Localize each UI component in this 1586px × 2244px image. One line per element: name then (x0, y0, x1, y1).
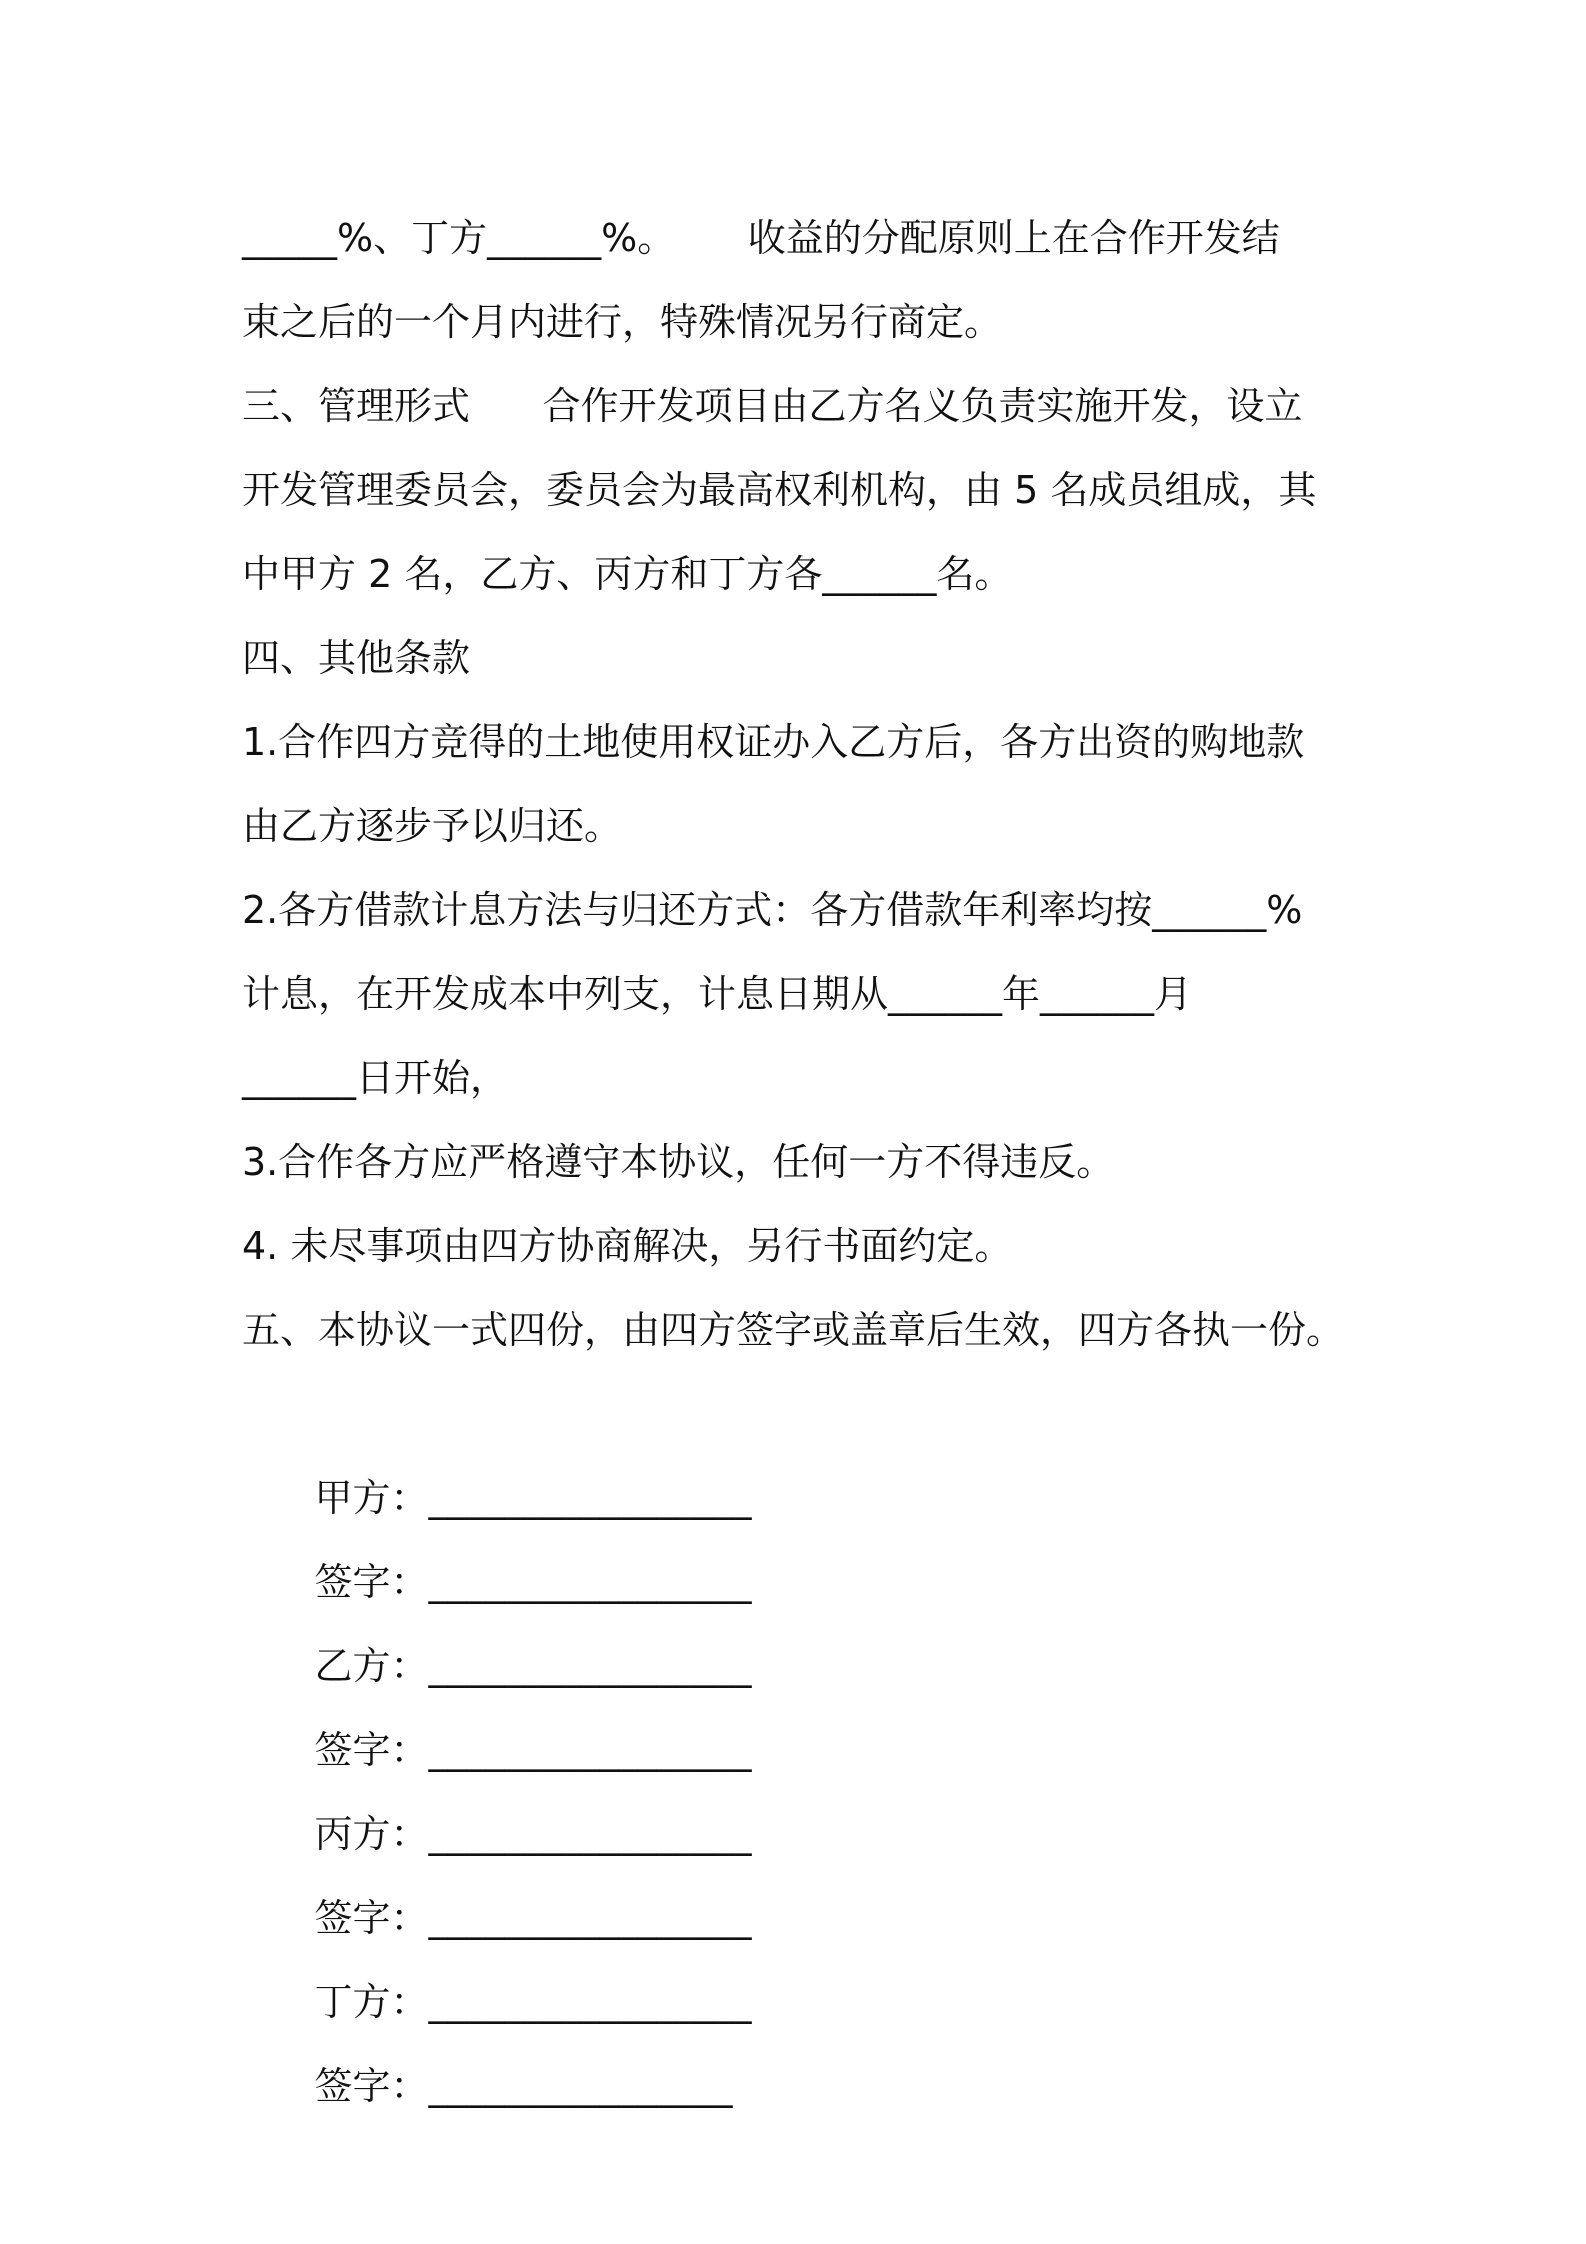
signature-label: 甲方： (314, 1476, 429, 1520)
clause-1: 1.合作四方竞得的土地使用权证办入乙方后，各方出资的购地款 (242, 720, 1305, 764)
signature-label: 签字： (314, 2064, 429, 2108)
signature-label: 签字： (314, 1728, 429, 1772)
signature-label: 乙方： (314, 1644, 429, 1688)
signature-blank: ________________ (428, 2064, 733, 2108)
text-line: _____%、丁方______%。 收益的分配原则上在合作开发结 (242, 216, 1280, 260)
signature-label: 签字： (314, 1896, 429, 1940)
clause-4: 4. 未尽事项由四方协商解决，另行书面约定。 (242, 1224, 1013, 1268)
signature-blank: _________________ (428, 1896, 752, 1940)
signature-blank: _________________ (428, 1644, 752, 1688)
signature-blank: _________________ (428, 1728, 752, 1772)
signature-label: 签字： (314, 1560, 429, 1604)
text-line: ______日开始， (242, 1056, 509, 1100)
text-line: 计息，在开发成本中列支，计息日期从______年______月 (242, 972, 1193, 1016)
text-line: 由乙方逐步予以归还。 (242, 804, 623, 848)
section-heading-other-terms: 四、其他条款 (242, 636, 471, 680)
clause-3: 3.合作各方应严格遵守本协议，任何一方不得违反。 (242, 1140, 1115, 1184)
section-heading-copies: 五、本协议一式四份，由四方签字或盖章后生效，四方各执一份。 (242, 1308, 1345, 1352)
signature-blank: _________________ (428, 1560, 752, 1604)
signature-blank: _________________ (428, 1980, 752, 2024)
document-body (242, 196, 1352, 2108)
text-line: 开发管理委员会，委员会为最高权利机构，由 5 名成员组成，其 (242, 468, 1317, 512)
signature-label: 丁方： (314, 1980, 429, 2024)
text-line: 中甲方 2 名，乙方、丙方和丁方各______名。 (242, 552, 1013, 596)
text-line: 束之后的一个月内进行，特殊情况另行商定。 (242, 300, 1003, 344)
signature-line-party-a (242, 1372, 1352, 1520)
clause-2: 2.各方借款计息方法与归还方式：各方借款年利率均按______% (242, 888, 1303, 932)
signature-label: 丙方： (314, 1812, 429, 1856)
section-heading-management: 三、管理形式 合作开发项目由乙方名义负责实施开发，设立 (242, 384, 1303, 428)
signature-blank: _________________ (428, 1812, 752, 1856)
signature-blank: _________________ (428, 1476, 752, 1520)
